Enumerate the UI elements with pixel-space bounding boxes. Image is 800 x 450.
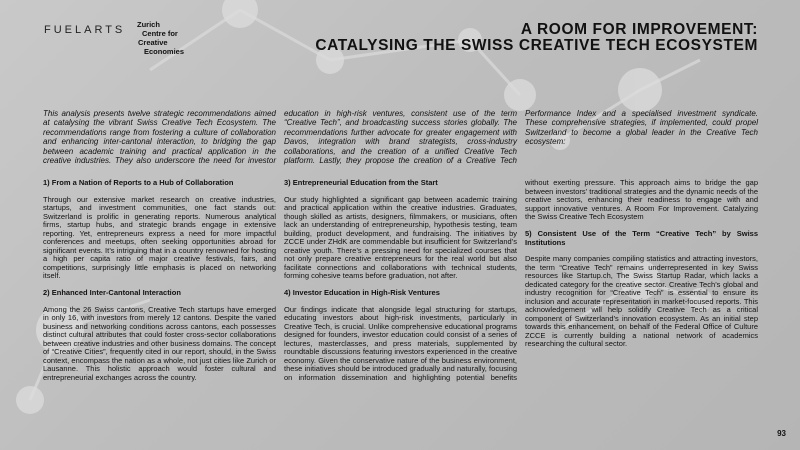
recommendations-columns bbox=[43, 179, 758, 382]
section-heading: 3) Entrepreneurial Education from the Start bbox=[284, 178, 438, 187]
title-line-2: CATALYSING THE SWISS CREATIVE TECH ECOSYSTEM bbox=[315, 37, 758, 54]
section-body: Through our extensive market research on creative industries, startups, and investment communities, one fact stands out: Switzerland is prolific in generating reports. Numerous analytical firms, startup hubs, and strategic brands engage in extensive reporting. Yet, entrepreneurs express a need for more impactful conferences and meetups, often seeking opportunities abroad for significant events. It’s intriguing that in a country renowned for hosting a high per capita ratio of major creative festivals, fairs, and competitions, surprisingly little emphasis is placed on networking itself. bbox=[43, 194, 276, 280]
zcce-logo-line: Creative bbox=[138, 38, 168, 47]
intro-paragraph: This analysis presents twelve strategic recommendations aimed at catalysing the vibrant Swiss Creative Tech Ecosystem. The recommendations range from fostering a culture of collaboration and enhancing inter-cantonal interaction, to bridging the gap between academic training and practical application in the creative industries. They also underscore the need for investor education in high-risk ventures, consistent use of the term “Creative Tech”, and broadcasting success stories globally. The recommendations further advocate for greater engagement with Davos, integration with brand strategists, cross-industry collaborations, and the creation of a unified Creative Tech platform. Lastly, they propose the creation of a Creative Tech Performance Index and a specialised investment syndicate. These comprehensive strategies, if implemented, could propel Switzerland to become a global leader in the Creative Tech ecosystem: bbox=[43, 109, 758, 166]
zcce-logo bbox=[137, 20, 184, 56]
section-body: Among the 26 Swiss cantons, Creative Tech startups have emerged in only 16, with investors from merely 12 cantons. Despite the varied business and networking conditions across cantons, each possesses distinct cultural attributes that could foster cross-sector collaborations between creative industries and other business domains. The concept of “Creative Cities”, frequently cited in our report, should, in the Swiss context, encompass the nation as a whole, not just cities like Zurich or Lausanne. This holistic approach would foster cultural and entrepreneurial exchanges across the country. bbox=[43, 304, 276, 382]
zcce-logo-line: Centre for bbox=[142, 29, 178, 38]
section-body: Despite many companies compiling statistics and attracting investors, the term “Creative Tech” remains underrepresented in key Swiss resources like Startup.ch, The Swiss Startup Radar, which lacks a dedicated category for the creative sector. Creative Tech’s global and industry recognition for “Creative Tech” is essential to ensure its inclusion and accurate representation in market-focused reports. This acknowledgement will help solidify Creative Tech as a critical component of Switzerland’s innovation ecosystem. As an initial step towards this enhancement, on behalf of the Federal Office of Culture ZCCE is currently building a national network of academics researching the cultural sector. bbox=[525, 254, 758, 348]
section-body: Our findings indicate that alongside legal structuring for startups, educating investors about high-risk investments, particularly in Creative Tech, is crucial. Unlike comprehensive educational programs designed for founders, investor education could consist of a series of lectures, masterclasses, and press materials, supplemented by roundtable discussions featuring investors experienced in the creative economy. Given the conservative nature of the business environment, these initiatives should be introduced gradually and naturally, focusing on information dissemination and highlighting potential benefits without exerting pressure. This approach aims to bridge the gap between investors’ traditional strategies and the dynamic needs of the creative sectors, enhancing their readiness to engage with and support innovative ventures. A Room For Improvement. Catalyzing the Swiss Creative Tech Ecosystem bbox=[284, 178, 758, 382]
zcce-logo-line: Zurich bbox=[137, 20, 160, 29]
section-heading: 2) Enhanced Inter-Cantonal Interaction bbox=[43, 288, 181, 297]
page-title bbox=[315, 22, 758, 54]
fuelarts-logo: FUELARTS bbox=[44, 24, 126, 36]
section-body: Our study highlighted a significant gap between academic training and practical application within the creative industries. Graduates, though skilled as artists, designers, filmmakers, or musicians, often lack an understanding of entrepreneurship, hypothesis testing, team building, product development, and fundraising. The initiatives by ZCCE under ZHdK are commendable but insufficient for Switzerland’s creative youth. There’s a pressing need for specialized courses that not only prepare creative entrepreneurs for the real world but also facilitate connections and collaborations with technical students, forming cohesive teams before graduation, not after. bbox=[284, 194, 517, 280]
section-heading: 1) From a Nation of Reports to a Hub of Collaboration bbox=[43, 178, 234, 187]
zcce-logo-line: Economies bbox=[144, 47, 185, 56]
title-line-1: A ROOM FOR IMPROVEMENT: bbox=[520, 21, 758, 38]
section-heading: 5) Consistent Use of the Term “Creative Tech” by Swiss Institutions bbox=[525, 229, 758, 247]
page-number: 93 bbox=[777, 429, 786, 438]
section-heading: 4) Investor Education in High-Risk Ventures bbox=[284, 288, 440, 297]
